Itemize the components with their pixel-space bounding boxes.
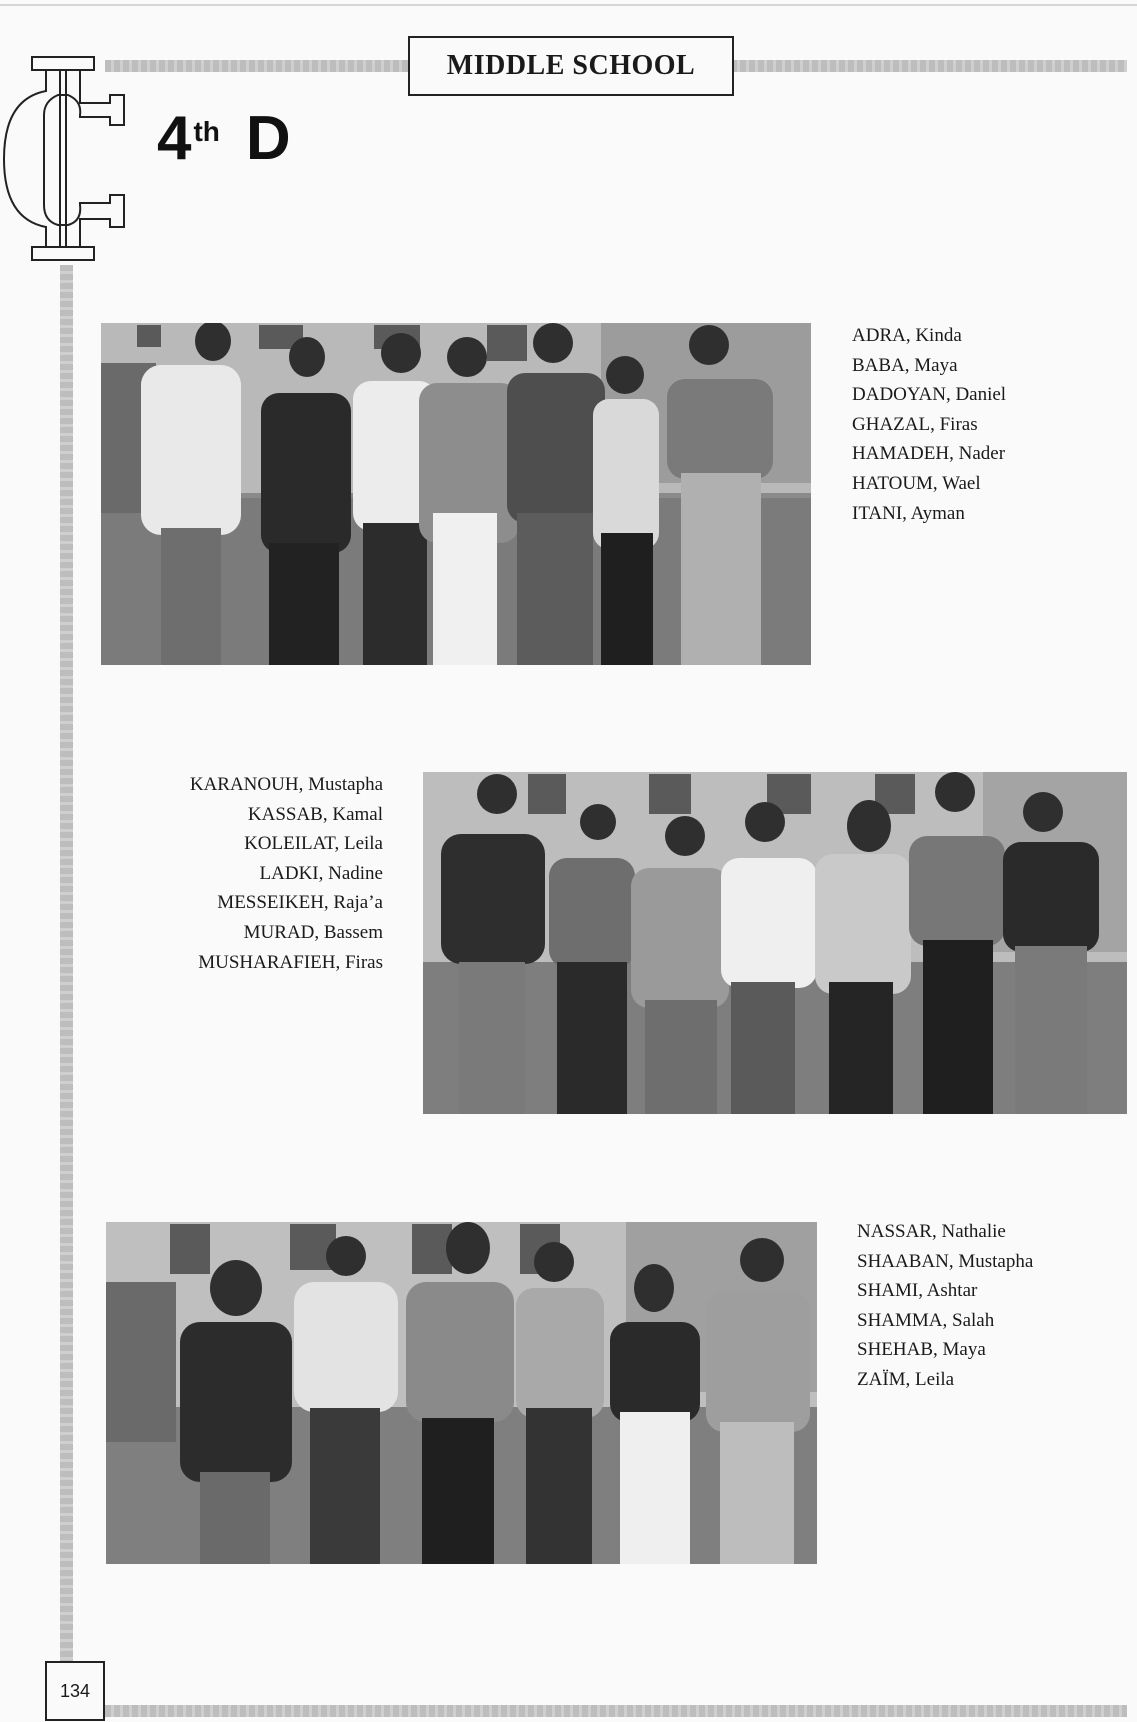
student-name: SHAMMA, Salah (857, 1309, 995, 1331)
group-photo-3 (106, 1222, 817, 1564)
student-name: GHAZAL, Firas (852, 413, 978, 435)
student-name: HATOUM, Wael (852, 472, 981, 494)
student-name: DADOYAN, Daniel (852, 384, 1007, 406)
top-rule (0, 4, 1137, 6)
header-rule-right (731, 60, 1127, 72)
class-grade-number: 4 (157, 104, 192, 173)
left-vertical-rule (60, 265, 73, 1663)
page-number: 134 (45, 1661, 105, 1721)
student-name: SHEHAB, Maya (857, 1339, 986, 1361)
student-name: ADRA, Kinda (852, 325, 962, 346)
student-name: BABA, Maya (852, 354, 958, 376)
student-name: MESSEIKEH, Raja’a (217, 892, 383, 914)
school-logo-icon (0, 55, 130, 265)
group-photo-1 (101, 323, 811, 665)
student-name: LADKI, Nadine (259, 862, 383, 884)
footer-rule (105, 1705, 1127, 1717)
name-list-2 (150, 770, 383, 977)
student-name: SHAMI, Ashtar (857, 1280, 978, 1302)
group-photo-2 (423, 772, 1127, 1114)
student-name: SHAABAN, Mustapha (857, 1250, 1034, 1272)
student-name: HAMADEH, Nader (852, 443, 1006, 465)
name-list-1 (852, 321, 1006, 528)
student-name: MUSHARAFIEH, Firas (198, 951, 383, 973)
class-grade-suffix: th (193, 116, 220, 147)
student-name: KASSAB, Kamal (247, 803, 383, 825)
student-name: KOLEILAT, Leila (244, 833, 383, 855)
section-title: MIDDLE SCHOOL (408, 36, 734, 96)
student-name: KARANOUH, Mustapha (189, 774, 383, 795)
student-name: MURAD, Bassem (243, 921, 383, 943)
header-rule-left (105, 60, 408, 72)
student-name: NASSAR, Nathalie (857, 1221, 1006, 1242)
student-name: ZAÏM, Leila (857, 1368, 955, 1390)
name-list-3 (857, 1217, 1033, 1395)
student-name: ITANI, Ayman (852, 502, 965, 524)
class-section-letter: D (245, 104, 291, 173)
class-title (157, 104, 291, 173)
